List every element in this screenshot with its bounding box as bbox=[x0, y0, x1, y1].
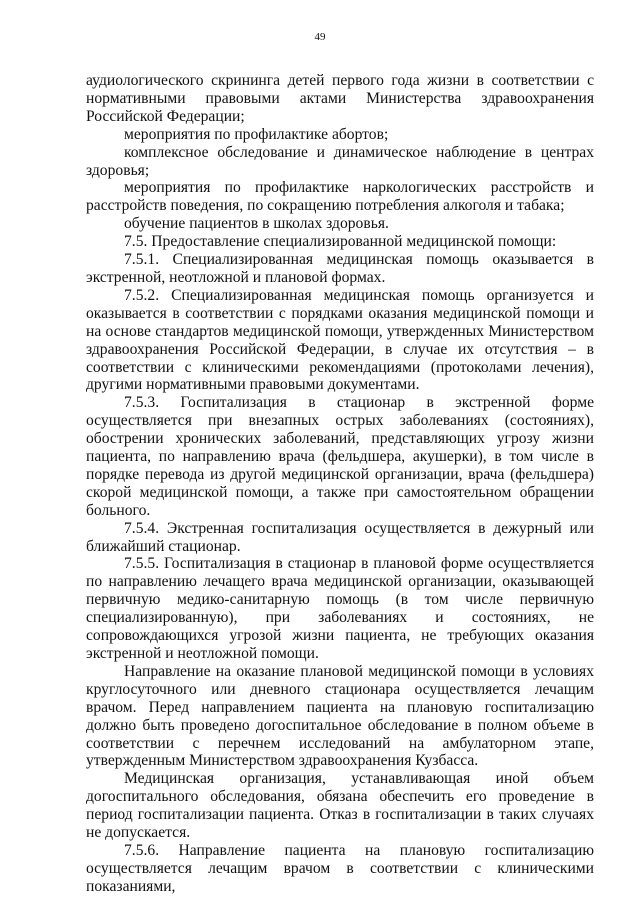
paragraph: 7.5.1. Специализированная медицинская помощь оказывается в экстренной, неотложной и плановой формах. bbox=[86, 251, 594, 286]
section-heading: 7.5. Предоставление специализированной медицинской помощи: bbox=[124, 233, 557, 251]
paragraph: 7.5.2. Специализированная медицинская помощь организуется и оказывается в соответствии с порядками оказания медицинской помощи и на основе стандартов медицинской помощи, утвержденных Министерством здравоохранения Российской Федерации, в случае их отсутствия – в соответствии с клиническими рекомендациями (протоколами лечения), другими нормативными правовыми документами. bbox=[86, 286, 594, 394]
document-body bbox=[86, 72, 594, 896]
page-number: 49 bbox=[314, 31, 326, 43]
paragraph: 7.5.3. Госпитализация в стационар в экстренной форме осуществляется при внезапных острых заболеваниях (состояниях), обострении хронических заболеваний, представляющих угрозу жизни пациента, по направлению врача (фельдшера, акушерки), в том числе в порядке перевода из другой медицинской организации, врача (фельдшера) скорой медицинской помощи, а также при самостоятельном обращении больного. bbox=[86, 394, 594, 519]
paragraph: 7.5.5. Госпитализация в стационар в плановой форме осуществляется по направлению лечащего врача медицинской организации, оказывающей первичную медико-санитарную помощь (в том числе первичную специализированную), при заболеваниях и состояниях, не сопровождающихся угрозой жизни пациента, не требующих оказания экстренной и неотложной помощи. bbox=[86, 555, 594, 662]
paragraph: 7.5.4. Экстренная госпитализация осуществляется в дежурный или ближайший стационар. bbox=[86, 519, 594, 555]
paragraph: мероприятия по профилактике абортов; bbox=[124, 125, 389, 143]
paragraph: мероприятия по профилактике наркологических расстройств и расстройств поведения, по сокращению потребления алкоголя и табака; bbox=[86, 179, 594, 215]
paragraph: аудиологического скрининга детей первого года жизни в соответствии с нормативными правовыми актами Министерства здравоохранения Российской Федерации; bbox=[86, 72, 594, 125]
paragraph: обучение пациентов в школах здоровья. bbox=[124, 215, 389, 233]
paragraph: Медицинская организация, устанавливающая иной объем догоспитального обследования, обязана обеспечить его проведение в период госпитализации пациента. Отказ в госпитализации в таких случаях не допускается. bbox=[86, 770, 594, 842]
paragraph: 7.5.6. Направление пациента на плановую госпитализацию осуществляется лечащим врачом в соответствии с клиническими показаниями, bbox=[86, 841, 594, 895]
paragraph: Направление на оказание плановой медицинской помощи в условиях круглосуточного или дневного стационара осуществляется лечащим врачом. Перед направлением пациента на плановую госпитализацию должно быть проведено догоспитальное обследование в полном объеме в соответствии с перечнем исследований на амбулаторном этапе, утвержденным Министерством здравоохранения Кузбасса. bbox=[86, 662, 594, 770]
paragraph: комплексное обследование и динамическое наблюдение в центрах здоровья; bbox=[86, 143, 594, 179]
